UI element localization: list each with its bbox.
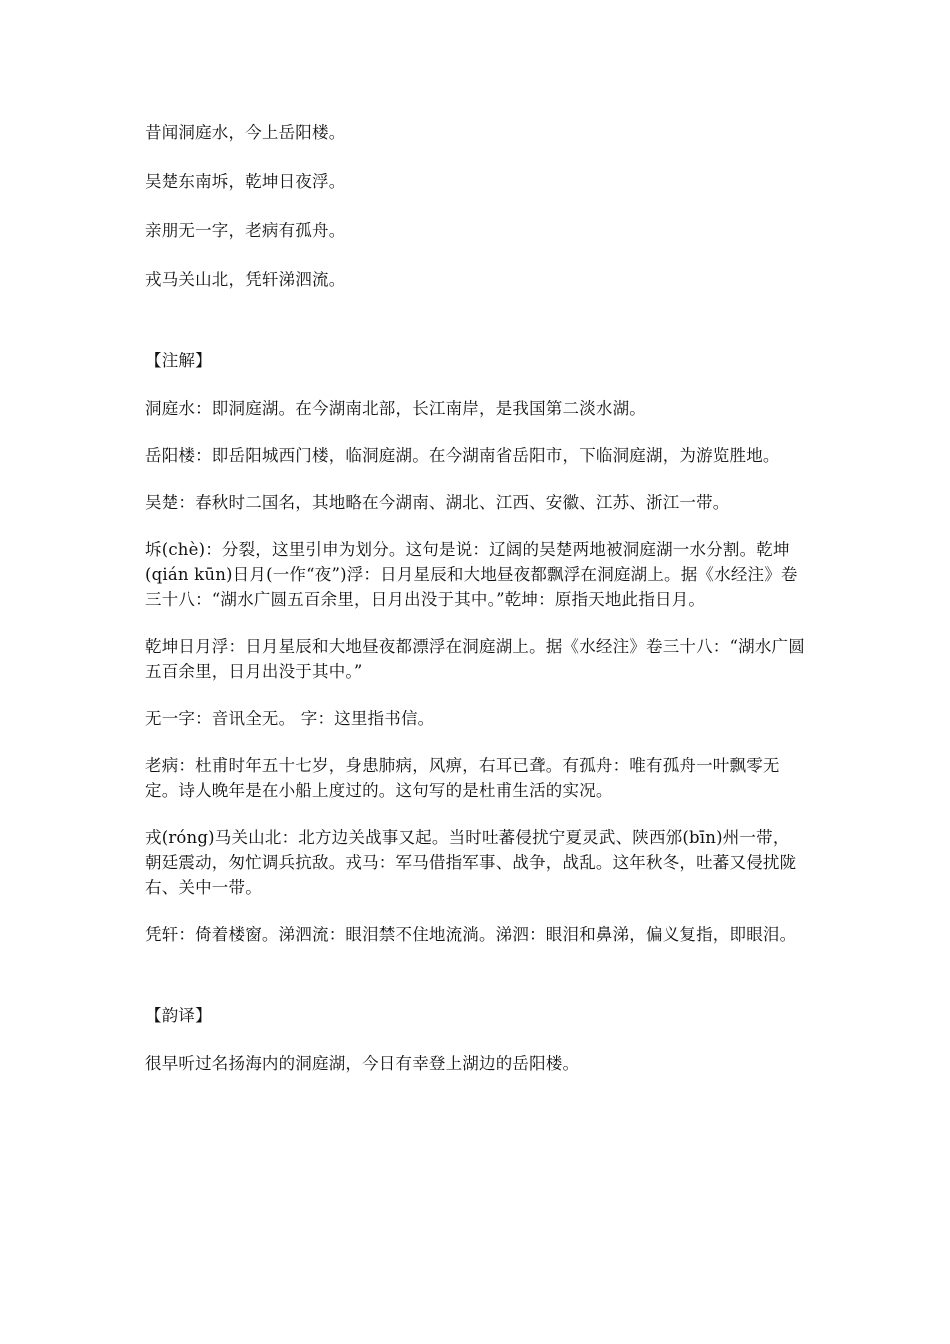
poem-line: 亲朋无一字，老病有孤舟。 — [145, 221, 346, 240]
note-item: 戎(róng)马关山北：北方边关战事又起。当时吐蕃侵扰宁夏灵武、陕西邠(bīn)州一带，朝廷震动，匆忙调兵抗敌。戎马：军马借指军事、战争，战乱。这年秋冬，吐蕃又侵扰陇右、关中一带。 — [145, 828, 797, 897]
note-item: 凭轩：倚着楼窗。涕泗流：眼泪禁不住地流淌。涕泗：眼泪和鼻涕，偏义复指，即眼泪。 — [145, 925, 797, 944]
note-item: 吴楚：春秋时二国名，其地略在今湖南、湖北、江西、安徽、江苏、浙江一带。 — [145, 493, 730, 512]
poem-line: 吴楚东南坼，乾坤日夜浮。 — [145, 172, 346, 191]
note-item: 无一字：音讯全无。 字：这里指书信。 — [145, 709, 435, 728]
notes-heading: 【注解】 — [145, 351, 212, 370]
note-item: 洞庭水：即洞庭湖。在今湖南北部，长江南岸，是我国第二淡水湖。 — [145, 399, 646, 418]
note-item: 坼(chè)：分裂，这里引申为划分。这句是说：辽阔的吴楚两地被洞庭湖一水分割。乾坤(qián kūn)日月(一作“夜”)浮：日月星辰和大地昼夜都飘浮在洞庭湖上。据《水经注》卷三十八：“湖水广圆五百余里，日月出没于其中。”乾坤：原指天地此指日月。 — [145, 540, 798, 609]
poem-line: 戎马关山北，凭轩涕泗流。 — [145, 270, 346, 289]
note-item: 乾坤日月浮：日月星辰和大地昼夜都漂浮在洞庭湖上。据《水经注》卷三十八：“湖水广圆五百余里，日月出没于其中。” — [145, 637, 805, 681]
translation-heading: 【韵译】 — [145, 1006, 212, 1025]
poem-line: 昔闻洞庭水，今上岳阳楼。 — [145, 123, 346, 142]
note-item: 老病：杜甫时年五十七岁，身患肺病，风痹，右耳已聋。有孤舟：唯有孤舟一叶飘零无定。诗人晚年是在小船上度过的。这句写的是杜甫生活的实况。 — [145, 756, 780, 800]
document-content — [145, 120, 805, 1098]
translation-section — [145, 1003, 805, 1076]
notes-section — [145, 348, 805, 947]
poem — [145, 120, 805, 292]
translation-item: 很早听过名扬海内的洞庭湖，今日有幸登上湖边的岳阳楼。 — [145, 1054, 580, 1073]
note-item: 岳阳楼：即岳阳城西门楼，临洞庭湖。在今湖南省岳阳市，下临洞庭湖，为游览胜地。 — [145, 446, 780, 465]
